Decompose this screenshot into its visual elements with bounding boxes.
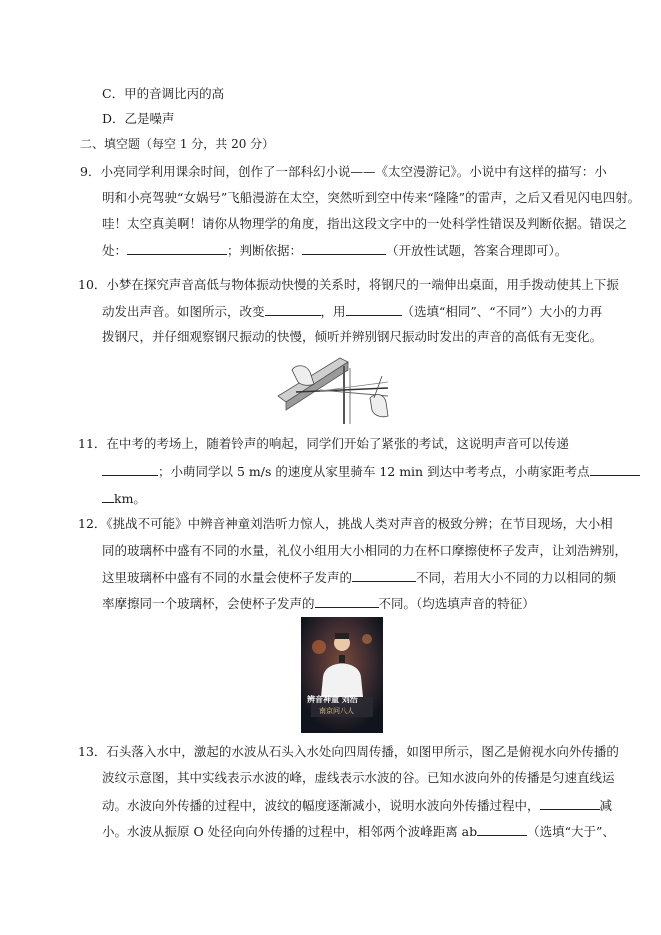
q11-text-a: ；小萌同学以 5 m/s 的速度从家里骑车 12 min 到达中考考点，小萌家距考点	[158, 464, 590, 479]
section-heading: 二、填空题（每空 1 分，共 20 分）	[80, 137, 275, 151]
q12-blank-2[interactable]	[315, 595, 379, 608]
option-c: C．甲的音调比丙的高	[102, 86, 225, 101]
q13-line-4	[102, 823, 615, 840]
q12-text-d: 不同。（均选填声音的特征）	[378, 596, 535, 611]
q12-line-1: 12．《挑战不可能》中辨音神童刘浩听力惊人，挑战人类对声音的极致分辨；在节目现场，大小相	[78, 516, 613, 531]
q12-line-3	[102, 569, 616, 586]
q11-line-3	[102, 490, 146, 507]
q10-blank-2[interactable]	[346, 303, 402, 316]
q10-line-1: 10．小梦在探究声音高低与物体振动快慢的关系时，将钢尺的一端伸出桌面，用手拨动使其上下振	[78, 277, 619, 292]
q9-blank-error[interactable]	[127, 242, 227, 255]
q12-text-a: 这里玻璃杯中盛有不同的水量会使杯子发声的	[102, 570, 353, 585]
option-d: D．乙是噪声	[102, 111, 175, 126]
q9-label-basis: ；判断依据：	[227, 243, 303, 258]
q10-line-3: 拨钢尺，并仔细观察钢尺振动的快慢，倾听并辨别钢尺振动时发出的声音的高低有无变化。	[102, 329, 603, 344]
steel-ruler-figure	[270, 352, 398, 426]
q10-line-2	[102, 303, 602, 320]
q10-text-a: 动发出声音。如图所示，改变	[102, 304, 265, 319]
q13-line-3	[102, 797, 612, 814]
q9-line-2: 明和小亮驾驶“女娲号”飞船漫游在太空，突然听到空中传来“隆隆”的雷声，之后又看见闪电四射。	[102, 190, 641, 205]
q12-text-b: 不同，若用大小不同的力以相同的频	[416, 570, 617, 585]
q9-line-1: 9．小亮同学利用课余时间，创作了一部科幻小说——《太空漫游记》。小说中有这样的描写：小	[80, 164, 607, 179]
q9-note: （开放性试题，答案合理即可）。	[386, 243, 568, 258]
q11-blank-2b[interactable]	[102, 490, 114, 503]
q13-text-c: 小。水波从振原 O 处径向向外传播的过程中，相邻两个波峰距离 ab	[102, 824, 478, 839]
q12-blank-1[interactable]	[352, 569, 416, 582]
q9-line-3: 哇！太空真美啊！请你从物理学的角度，指出这段文字中的一处科学性错误及判断依据。错误之	[102, 216, 628, 231]
q11-blank-2a[interactable]	[590, 463, 640, 476]
steel-ruler-illustration	[270, 352, 398, 426]
q13-blank-2[interactable]	[477, 823, 527, 836]
q9-line-4	[102, 242, 567, 259]
show-poster	[301, 617, 383, 733]
poster-caption-1: 辨音神童 刘浩	[307, 695, 358, 704]
q13-line-2: 波纹示意图，其中实线表示水波的峰，虚线表示水波的谷。已知水波向外的传播是匀速直线运	[102, 770, 615, 785]
q13-line-1: 13．石头落入水中，激起的水波从石头入水处向四周传播，如图甲所示，图乙是俯视水向外传播的	[78, 744, 619, 759]
q13-text-b: 减	[599, 798, 613, 813]
q11-line-1: 11．在中考的考场上，随着铃声的响起，同学们开始了紧张的考试，这说明声音可以传递	[78, 436, 569, 451]
q13-text-d: （选填“大于”、	[527, 824, 615, 839]
q10-text-b: ，用	[320, 304, 346, 319]
q11-unit: km。	[114, 491, 146, 506]
q12-line-2: 同的玻璃杯中盛有不同的水量，礼仪小组用大小相同的力在杯口摩擦使杯子发声，让刘浩辨别，	[102, 543, 628, 558]
q11-line-2	[102, 463, 640, 480]
q13-blank-1[interactable]	[540, 797, 600, 810]
q9-label-error: 处：	[102, 243, 128, 258]
q12-line-4	[102, 595, 535, 612]
q11-blank-1[interactable]	[102, 463, 158, 476]
q9-blank-basis[interactable]	[302, 242, 386, 255]
poster-caption-2: 南京问八人	[319, 707, 354, 715]
q13-text-a: 动。水波向外传播的过程中，波纹的幅度逐渐减小，说明水波向外传播过程中，	[102, 798, 540, 813]
q12-text-c: 率摩擦同一个玻璃杯，会使杯子发声的	[102, 596, 315, 611]
q10-text-c: （选填“相同”、“不同”）大小的力再	[401, 304, 603, 319]
q10-blank-1[interactable]	[265, 303, 321, 316]
